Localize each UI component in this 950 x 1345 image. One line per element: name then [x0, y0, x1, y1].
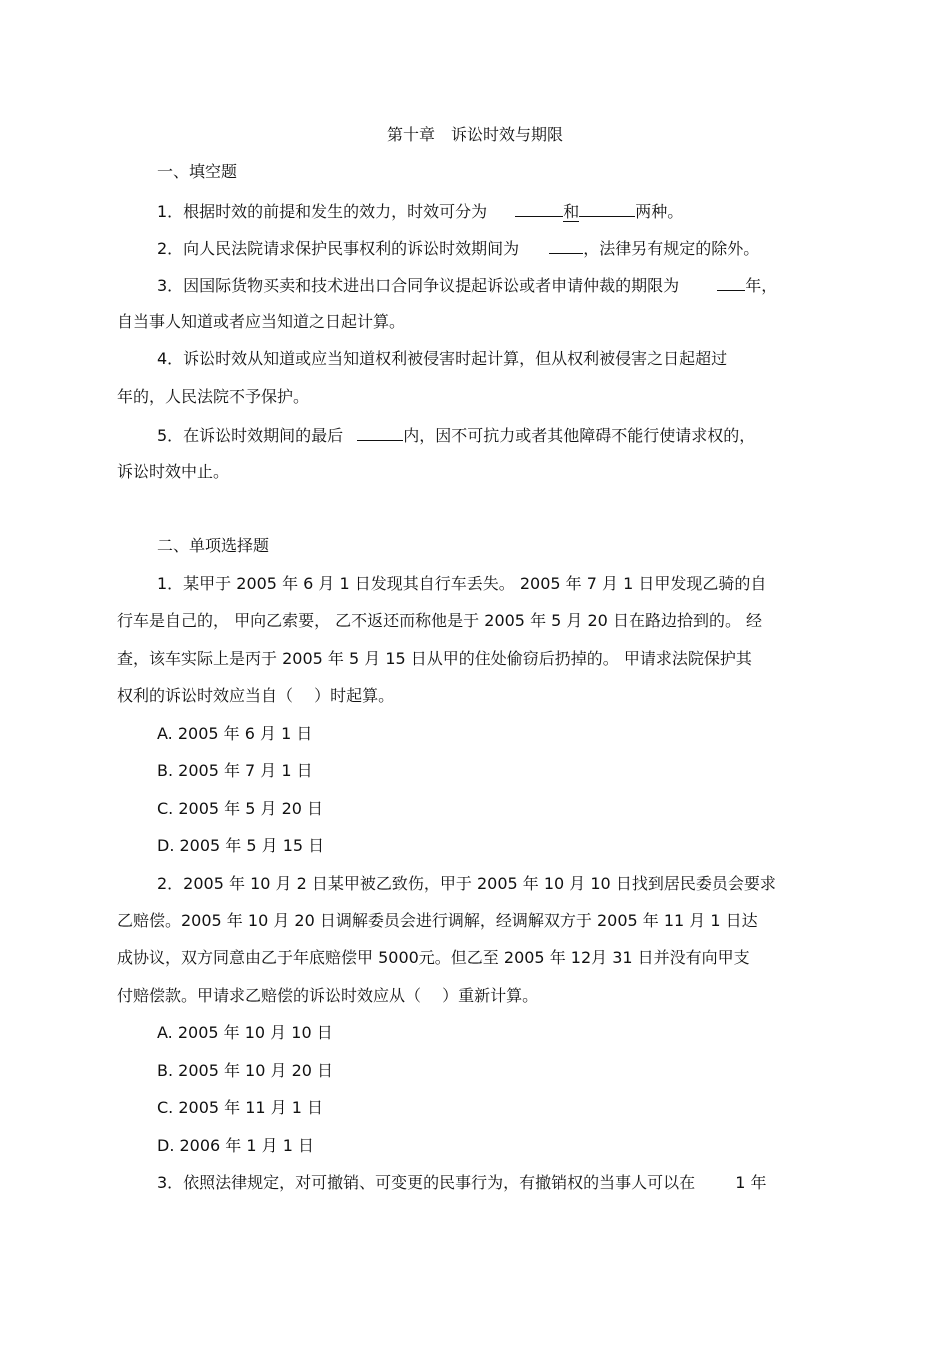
section-heading-fill-in: 一、填空题: [157, 162, 238, 181]
option-a: A. 2005 年 10 月 10 日: [157, 1023, 333, 1042]
question-text: 和: [563, 202, 580, 221]
answer-blank: [515, 199, 563, 217]
option-a: A. 2005 年 6 月 1 日: [157, 724, 313, 743]
choice-question-1-line: 权利的诉讼时效应当自（ ）时起算。: [117, 686, 395, 705]
question-text: 3．依照法律规定，对可撤销、可变更的民事行为，有撤销权的当事人可以在: [157, 1173, 696, 1192]
question-text: 内，因不可抗力或者其他障碍不能行使请求权的，: [403, 426, 756, 445]
answer-blank: [549, 236, 583, 254]
question-text: 2．向人民法院请求保护民事权利的诉讼时效期间为: [157, 239, 520, 258]
choice-question-2-line: 付赔偿款。甲请求乙赔偿的诉讼时效应从（ ）重新计算。: [117, 986, 539, 1005]
option-b: B. 2005 年 7 月 1 日: [157, 761, 313, 780]
fill-question-3-cont: 自当事人知道或者应当知道之日起计算。: [117, 312, 406, 331]
answer-blank: [579, 199, 635, 217]
choice-question-1-line: 1．某甲于 2005 年 6 月 1 日发现其自行车丢失。 2005 年 7 月 1 日甲发现乙骑的自: [157, 574, 767, 593]
question-text: 1 年: [735, 1173, 767, 1192]
option-c: C. 2005 年 11 月 1 日: [157, 1098, 324, 1117]
fill-question-5-cont: 诉讼时效中止。: [117, 462, 230, 481]
fill-question-4: 4．诉讼时效从知道或应当知道权利被侵害时起计算，但从权利被侵害之日起超过: [157, 349, 728, 368]
fill-question-5: [157, 423, 755, 447]
option-b: B. 2005 年 10 月 20 日: [157, 1061, 334, 1080]
fill-question-3: [157, 273, 777, 297]
choice-question-1-line: 查，该车实际上是丙于 2005 年 5 月 15 日从甲的住处偷窃后扔掉的。 甲请求法院保护其: [117, 649, 752, 668]
question-text: ，法律另有规定的除外。: [583, 239, 760, 258]
answer-blank: [717, 273, 745, 291]
choice-question-2-line: 成协议，双方同意由乙于年底赔偿甲 5000元。但乙至 2005 年 12月 31 日并没有向甲支: [117, 948, 750, 967]
question-text: 1．根据时效的前提和发生的效力，时效可分为: [157, 202, 488, 221]
choice-question-3-line: [157, 1172, 766, 1194]
answer-blank: [357, 423, 403, 441]
section-heading-single-choice: 二、单项选择题: [157, 536, 270, 555]
fill-question-1: [157, 199, 683, 223]
option-d: D. 2006 年 1 月 1 日: [157, 1136, 315, 1155]
choice-question-1-line: 行车是自己的， 甲向乙索要， 乙不返还而称他是于 2005 年 5 月 20 日在路边拾到的。 经: [117, 611, 763, 630]
question-text: 两种。: [635, 202, 684, 221]
chapter-title: 第十章 诉讼时效与期限: [386, 125, 563, 144]
question-text: 年，: [745, 276, 778, 295]
choice-question-2-line: 乙赔偿。2005 年 10 月 20 日调解委员会进行调解，经调解双方于 2005 年 11 月 1 日达: [117, 911, 758, 930]
fill-question-4-cont: 年的，人民法院不予保护。: [117, 387, 310, 406]
option-c: C. 2005 年 5 月 20 日: [157, 799, 324, 818]
choice-question-2-line: 2．2005 年 10 月 2 日某甲被乙致伤，甲于 2005 年 10 月 10 日找到居民委员会要求: [157, 874, 776, 893]
question-text: 3．因国际货物买卖和技术进出口合同争议提起诉讼或者申请仲裁的期限为: [157, 276, 680, 295]
option-d: D. 2005 年 5 月 15 日: [157, 836, 325, 855]
fill-question-2: [157, 236, 759, 260]
question-text: 5．在诉讼时效期间的最后: [157, 426, 344, 445]
